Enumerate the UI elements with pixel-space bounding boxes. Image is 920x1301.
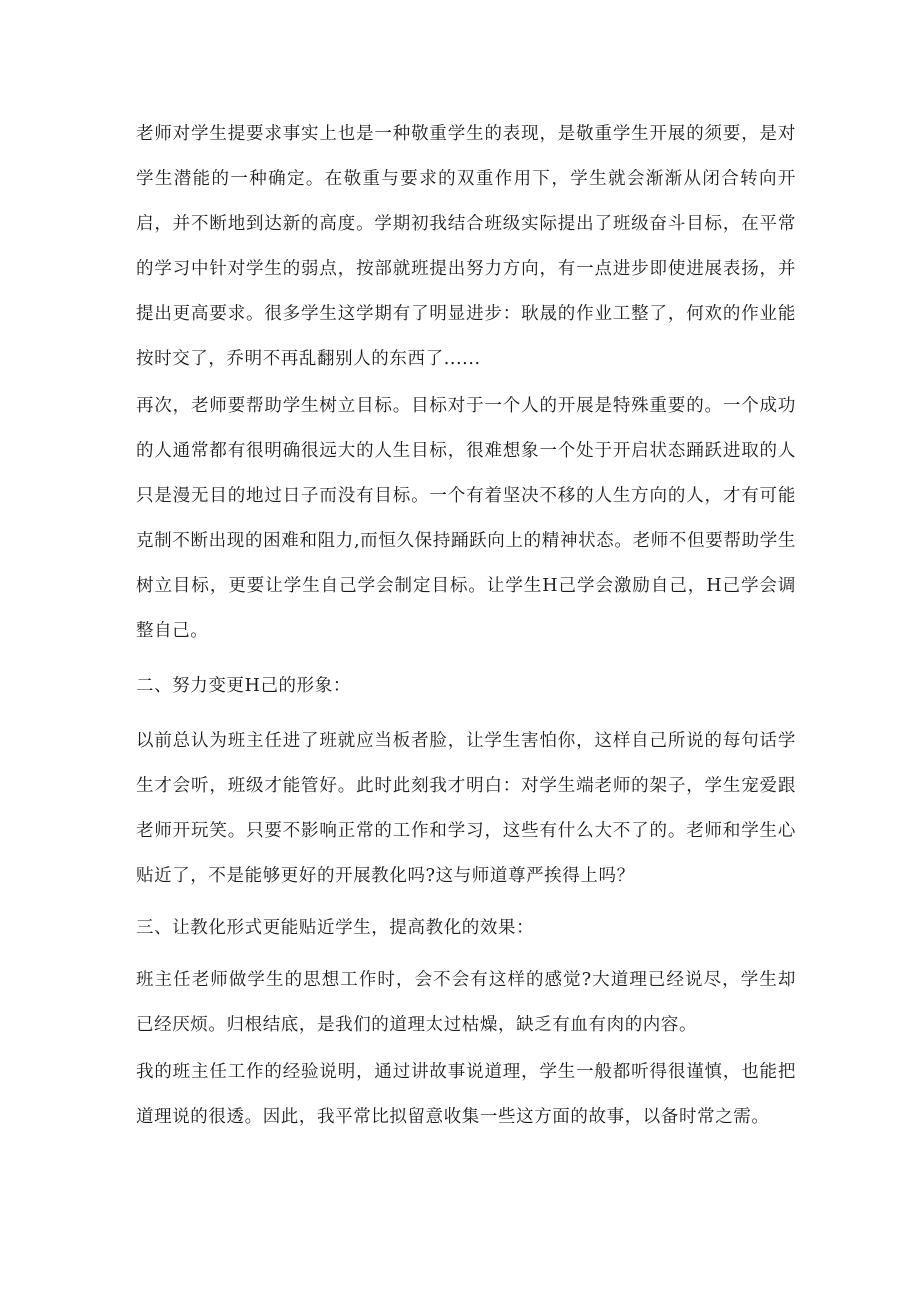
- paragraph-teacher-image: 以前总认为班主任进了班就应当板者脸，让学生害怕你，这样自己所说的每句话学生才会听，班级才能管好。此时此刻我才明白：对学生端老师的架子，学生宠爱跟老师开玩笑。只要不影响正常的工作和学习，这些有什么大不了的。老师和学生心贴近了，不是能够更好的开展教化吗?这与师道尊严挨得上吗？: [136, 731, 796, 886]
- paragraph-thought-work: 班主任老师做学生的思想工作时，会不会有这样的感觉?大道理已经说尽，学生却已经厌烦。归根结底，是我们的道理太过枯燥，缺乏有血有肉的内容。: [136, 970, 796, 1035]
- section-heading-education-form: 三、让教化形式更能贴近学生，提高教化的效果：: [136, 918, 535, 938]
- paragraph-respect-requirements: 老师对学生提要求事实上也是一种敬重学生的表现，是敬重学生开展的须要，是对学生潜能的一种确定。在敬重与要求的双重作用下，学生就会渐渐从闭合转向开启，并不断地到达新的高度。学期初我结合班级实际提出了班级奋斗目标，在平常的学习中针对学生的弱点，按部就班提出努力方向，有一点进步即使进展表扬，并提出更高要求。很多学生这学期有了明显进步：耿晟的作业工整了，何欢的作业能按时交了，乔明不再乱翻别人的东西了......: [136, 124, 796, 369]
- paragraph-set-goals: 再次，老师要帮助学生树立目标。目标对于一个人的开展是特殊重要的。一个成功的人通常都有很明确很远大的人生目标，很难想象一个处于开启状态踊跃进取的人只是漫无目的地过日子而没有目标。一个有着坚决不移的人生方向的人，才有可能克制不断出现的困难和阻力,而恒久保持踊跃向上的精神状态。老师不但要帮助学生树立目标，更要让学生自己学会制定目标。让学生H己学会激励自己，H己学会调整自己。: [136, 396, 796, 641]
- section-heading-change-image: 二、努力变更H己的形象：: [136, 676, 351, 696]
- paragraph-storytelling: 我的班主任工作的经验说明，通过讲故事说道理，学生一般都听得很谨慎，也能把道理说的很透。因此，我平常比拟留意收集一些这方面的故事，以备时常之需。: [136, 1062, 796, 1127]
- document-body: [136, 112, 796, 1140]
